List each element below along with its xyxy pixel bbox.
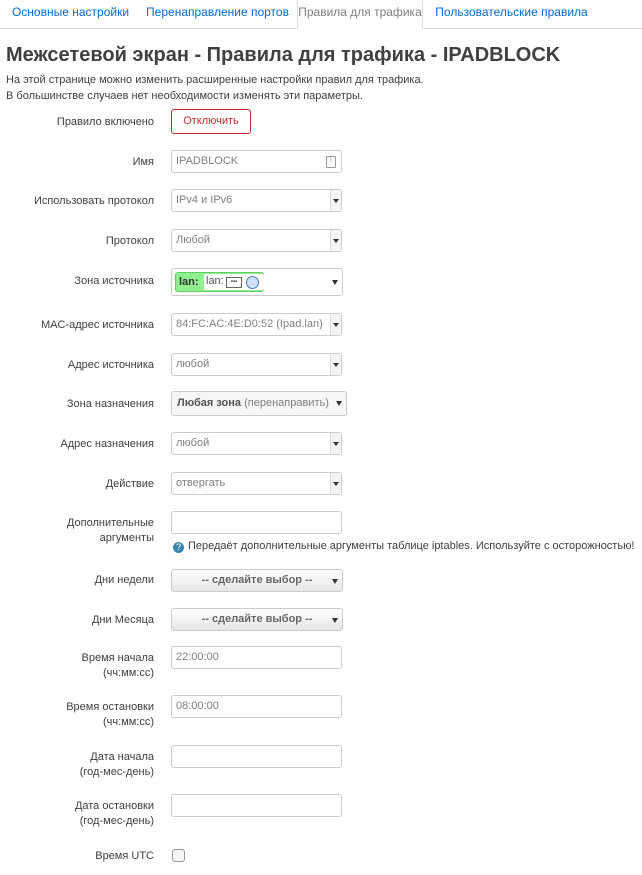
start-date-label-line: Дата начала — [90, 751, 154, 763]
weekdays-value: -- сделайте выбор -- — [201, 574, 313, 586]
zone-name: lan: — [179, 276, 199, 288]
zone-badge-lan — [175, 272, 264, 292]
extra-args-label-line: аргументы — [99, 532, 154, 544]
monthdays-dropdown[interactable] — [171, 608, 343, 631]
start-time-label — [82, 651, 154, 681]
protocol-select[interactable] — [171, 229, 342, 252]
help-icon: ? — [173, 542, 184, 553]
start-time-input[interactable]: 22:00:00 — [171, 646, 342, 669]
destination-address-label: Адрес назначения — [60, 438, 154, 450]
page-description — [6, 72, 626, 104]
chevron-down-icon — [330, 473, 341, 494]
chevron-down-icon — [332, 618, 338, 623]
utc-checkbox[interactable] — [172, 849, 185, 862]
start-date-label-line: (год-мес-день) — [79, 766, 154, 778]
password-manager-icon[interactable]: ⁝ — [326, 156, 336, 168]
family-label: Использовать протокол — [33, 195, 154, 207]
source-address-label: Адрес источника — [67, 359, 154, 371]
extra-args-input[interactable] — [171, 511, 342, 534]
source-address-select[interactable] — [171, 353, 342, 376]
start-date-label — [80, 750, 154, 780]
destination-zone-dropdown[interactable] — [171, 391, 347, 416]
chevron-down-icon — [330, 354, 341, 375]
chevron-down-icon — [332, 280, 338, 285]
source-zone-dropdown[interactable] — [171, 268, 343, 296]
action-value: отвергать — [176, 477, 226, 489]
chevron-down-icon — [336, 401, 342, 406]
network-name: lan: — [206, 275, 224, 287]
source-mac-label: MAC-адрес источника — [41, 319, 154, 331]
chevron-down-icon — [330, 230, 341, 251]
chevron-down-icon — [332, 579, 338, 584]
start-date-input[interactable] — [171, 745, 342, 768]
family-value: IPv4 и IPv6 — [176, 194, 233, 206]
enabled-label: Правило включено — [56, 116, 154, 128]
stop-date-label-line: (год-мес-день) — [79, 815, 154, 827]
start-time-label-line: (чч:мм:сс) — [102, 667, 154, 679]
tab-bar — [0, 0, 642, 29]
ethernet-icon: ▪▪▪ — [226, 277, 242, 288]
extra-args-label-line: Дополнительные — [66, 517, 154, 529]
name-input[interactable] — [171, 150, 342, 173]
stop-time-label-line: (чч:мм:сс) — [102, 716, 154, 728]
tab-general-settings[interactable]: Основные настройки — [11, 5, 130, 19]
utc-label: Время UTC — [95, 850, 154, 862]
stop-date-label — [75, 799, 154, 829]
stop-time-label — [66, 700, 154, 730]
source-mac-value: 84:FC:AC:4E:D0:52 (Ipad.lan) — [176, 318, 323, 330]
source-zone-label: Зона источника — [74, 275, 154, 287]
destination-address-select[interactable] — [171, 432, 342, 455]
destination-zone-note: (перенаправить) — [244, 397, 329, 409]
tab-custom-rules[interactable]: Пользовательские правила — [435, 5, 588, 19]
wifi-icon — [246, 276, 259, 289]
extra-args-help — [173, 539, 634, 553]
chevron-down-icon — [330, 314, 341, 335]
page-title: Межсетевой экран - Правила для трафика - IPADBLOCK — [6, 44, 561, 66]
stop-date-input[interactable] — [171, 794, 342, 817]
disable-button[interactable]: Отключить — [171, 109, 251, 134]
zone-networks — [204, 274, 264, 290]
destination-zone-label: Зона назначения — [66, 398, 154, 410]
weekdays-dropdown[interactable] — [171, 569, 343, 592]
tab-port-forwards[interactable]: Перенаправление портов — [146, 5, 289, 19]
source-mac-select[interactable] — [171, 313, 342, 336]
weekdays-label: Дни недели — [94, 574, 154, 586]
monthdays-value: -- сделайте выбор -- — [201, 613, 313, 625]
action-select[interactable] — [171, 472, 342, 495]
family-select[interactable] — [171, 189, 342, 212]
extra-args-help-text: Передаёт дополнительные аргументы таблице iptables. Используйте с осторожностью! — [188, 540, 635, 552]
description-line: В большинстве случаев нет необходимости изменять эти параметры. — [6, 90, 363, 102]
extra-args-label — [67, 516, 154, 546]
chevron-down-icon — [330, 433, 341, 454]
stop-time-label-line: Время остановки — [66, 701, 154, 713]
action-label: Действие — [105, 478, 154, 490]
tab-traffic-rules[interactable]: Правила для трафика — [297, 0, 423, 29]
stop-time-input[interactable]: 08:00:00 — [171, 695, 342, 718]
name-label: Имя — [132, 156, 154, 168]
stop-date-label-line: Дата остановки — [74, 800, 154, 812]
protocol-value: Любой — [176, 234, 211, 246]
source-address-value: любой — [176, 358, 210, 370]
destination-zone-value: Любая зона — [177, 397, 242, 409]
monthdays-label: Дни Месяца — [91, 614, 154, 626]
destination-address-value: любой — [176, 437, 210, 449]
start-time-label-line: Время начала — [81, 652, 154, 664]
chevron-down-icon — [330, 190, 341, 211]
protocol-label: Протокол — [105, 235, 154, 247]
name-value: IPADBLOCK — [176, 155, 239, 167]
description-line: На этой странице можно изменить расширенные настройки правил для трафика. — [6, 74, 424, 86]
